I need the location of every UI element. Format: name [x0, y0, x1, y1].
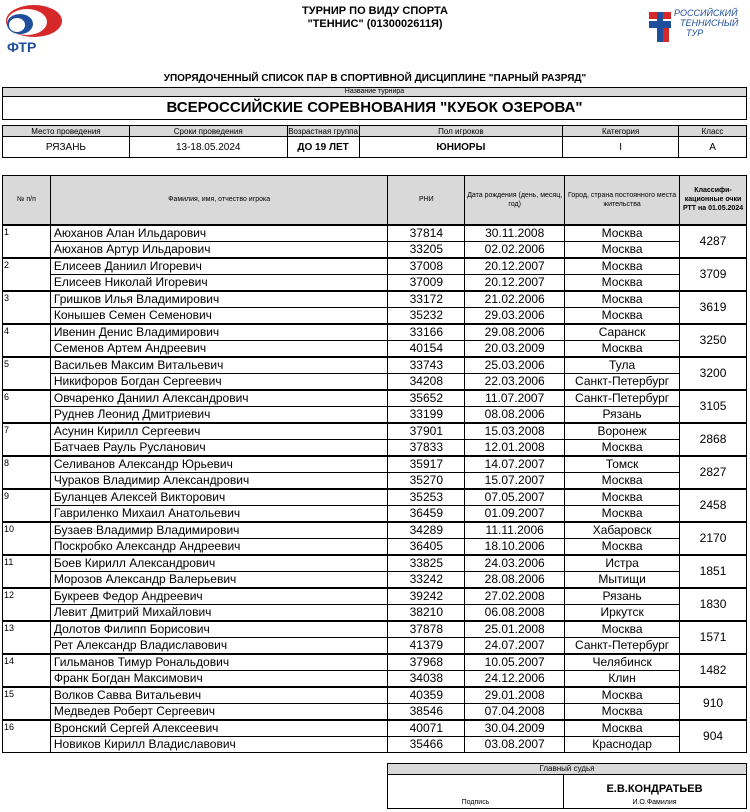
pair-points: 2827 — [680, 456, 747, 489]
pair-number: 6 — [3, 390, 51, 423]
table-row — [3, 604, 747, 621]
pair-points: 4287 — [680, 225, 747, 258]
player-name: Елисеев Николай Игоревич — [50, 274, 388, 291]
player-city: Москва — [565, 439, 680, 456]
player-name: Никифоров Богдан Сергеевич — [50, 373, 388, 390]
table-row — [3, 390, 747, 407]
list-title: УПОРЯДОЧЕННЫЙ СПИСОК ПАР В СПОРТИВНОЙ ДИСЦИПЛИНЕ "ПАРНЫЙ РАЗРЯД" — [163, 73, 587, 84]
player-dob: 06.08.2008 — [465, 604, 565, 621]
player-rni: 37968 — [388, 654, 465, 671]
referee-signature-cell — [388, 775, 564, 808]
player-city: Саранск — [565, 324, 680, 341]
player-dob: 24.12.2006 — [465, 670, 565, 687]
pair-points: 3619 — [680, 291, 747, 324]
player-dob: 30.04.2009 — [465, 720, 565, 737]
tournament-name-box — [2, 87, 747, 120]
player-city: Москва — [565, 225, 680, 242]
header-line-2: "ТЕННИС" (0130002611Я) — [307, 18, 443, 30]
table-row — [3, 291, 747, 308]
player-city: Иркутск — [565, 604, 680, 621]
player-dob: 08.08.2006 — [465, 406, 565, 423]
table-row — [3, 472, 747, 489]
pair-number: 4 — [3, 324, 51, 357]
pairs-body — [3, 225, 747, 753]
table-row — [3, 307, 747, 324]
player-name: Вронский Сергей Алексеевич — [50, 720, 388, 737]
pair-number: 9 — [3, 489, 51, 522]
table-row — [3, 274, 747, 291]
player-dob: 03.08.2007 — [465, 736, 565, 753]
header-dob: Дата рождения (день, месяц, год) — [465, 176, 565, 225]
player-rni: 40154 — [388, 340, 465, 357]
player-city: Москва — [565, 274, 680, 291]
player-name: Аюханов Алан Ильдарович — [50, 225, 388, 242]
table-row — [3, 406, 747, 423]
pair-number: 1 — [3, 225, 51, 258]
player-name: Морозов Александр Валерьевич — [50, 571, 388, 588]
player-city: Москва — [565, 340, 680, 357]
table-row — [3, 538, 747, 555]
player-name: Овчаренко Даниил Александрович — [50, 390, 388, 407]
pair-points: 3200 — [680, 357, 747, 390]
player-city: Краснодар — [565, 736, 680, 753]
player-city: Санкт-Петербург — [565, 390, 680, 407]
player-rni: 33205 — [388, 241, 465, 258]
player-name: Волков Савва Витальевич — [50, 687, 388, 704]
player-rni: 35652 — [388, 390, 465, 407]
player-city: Рязань — [565, 588, 680, 605]
rtt-logo-line-3: ТУР — [686, 28, 704, 38]
player-city: Москва — [565, 720, 680, 737]
header-city: Город, страна постоянного места жительства — [565, 176, 680, 225]
pair-points: 3250 — [680, 324, 747, 357]
table-row — [3, 555, 747, 572]
player-rni: 38210 — [388, 604, 465, 621]
table-row — [3, 703, 747, 720]
player-dob: 22.03.2006 — [465, 373, 565, 390]
tournament-info-table — [2, 125, 747, 158]
player-rni: 40071 — [388, 720, 465, 737]
pair-number: 15 — [3, 687, 51, 720]
player-dob: 20.03.2009 — [465, 340, 565, 357]
header-title — [200, 5, 550, 31]
player-name: Руднев Леонид Дмитриевич — [50, 406, 388, 423]
player-city: Томск — [565, 456, 680, 473]
player-dob: 20.12.2007 — [465, 274, 565, 291]
player-rni: 40359 — [388, 687, 465, 704]
pair-number: 2 — [3, 258, 51, 291]
table-row — [3, 522, 747, 539]
player-dob: 27.02.2008 — [465, 588, 565, 605]
player-dob: 11.07.2007 — [465, 390, 565, 407]
player-rni: 35917 — [388, 456, 465, 473]
referee-signature-caption: Подпись — [461, 799, 490, 806]
table-row — [3, 654, 747, 671]
player-city: Москва — [565, 538, 680, 555]
player-rni: 41379 — [388, 637, 465, 654]
player-name: Батчаев Рауль Русланович — [50, 439, 388, 456]
header-name: Фамилия, имя, отчество игрока — [50, 176, 388, 225]
pair-number: 14 — [3, 654, 51, 687]
player-rni: 37009 — [388, 274, 465, 291]
table-row — [3, 670, 747, 687]
player-rni: 37008 — [388, 258, 465, 275]
player-name: Букреев Федор Андреевич — [50, 588, 388, 605]
header-points: Классифи-кационные очки РТТ на 01.05.2024 — [680, 176, 747, 225]
player-city: Воронеж — [565, 423, 680, 440]
player-dob: 18.10.2006 — [465, 538, 565, 555]
player-rni: 35253 — [388, 489, 465, 506]
player-rni: 33172 — [388, 291, 465, 308]
table-row — [3, 258, 747, 275]
player-city: Москва — [565, 472, 680, 489]
player-name: Левит Дмитрий Михайлович — [50, 604, 388, 621]
player-city: Санкт-Петербург — [565, 373, 680, 390]
pair-number: 3 — [3, 291, 51, 324]
player-name: Поскробко Александр Андреевич — [50, 538, 388, 555]
pair-points: 3709 — [680, 258, 747, 291]
player-name: Рет Александр Владиславович — [50, 637, 388, 654]
table-row — [3, 357, 747, 374]
tournament-name: ВСЕРОССИЙСКИЕ СОРЕВНОВАНИЯ "КУБОК ОЗЕРОВА" — [166, 99, 583, 116]
player-dob: 29.01.2008 — [465, 687, 565, 704]
player-rni: 33743 — [388, 357, 465, 374]
player-dob: 15.07.2007 — [465, 472, 565, 489]
player-rni: 33825 — [388, 555, 465, 572]
player-city: Москва — [565, 687, 680, 704]
player-city: Москва — [565, 621, 680, 638]
player-name: Конышев Семен Семенович — [50, 307, 388, 324]
pair-points: 904 — [680, 720, 747, 753]
pair-points: 2170 — [680, 522, 747, 555]
player-rni: 37814 — [388, 225, 465, 242]
referee-label: Главный судья — [388, 764, 746, 775]
table-row — [3, 637, 747, 654]
player-rni: 34038 — [388, 670, 465, 687]
player-name: Гришков Илья Владимирович — [50, 291, 388, 308]
pair-points: 2868 — [680, 423, 747, 456]
player-rni: 33166 — [388, 324, 465, 341]
pair-number: 5 — [3, 357, 51, 390]
player-dob: 21.02.2006 — [465, 291, 565, 308]
player-dob: 20.12.2007 — [465, 258, 565, 275]
info-label-gender: Пол игроков — [359, 126, 563, 137]
table-row — [3, 571, 747, 588]
pair-points: 1482 — [680, 654, 747, 687]
table-row — [3, 505, 747, 522]
ftr-logo-text: ФТР — [7, 39, 37, 55]
player-rni: 37833 — [388, 439, 465, 456]
player-city: Хабаровск — [565, 522, 680, 539]
player-dob: 30.11.2008 — [465, 225, 565, 242]
player-rni: 35466 — [388, 736, 465, 753]
player-name: Васильев Максим Витальевич — [50, 357, 388, 374]
player-rni: 33199 — [388, 406, 465, 423]
player-name: Аюханов Артур Ильдарович — [50, 241, 388, 258]
player-name: Долотов Филипп Борисович — [50, 621, 388, 638]
player-name: Новиков Кирилл Владиславович — [50, 736, 388, 753]
info-age-group: ДО 19 ЛЕТ — [287, 137, 359, 158]
player-dob: 15.03.2008 — [465, 423, 565, 440]
referee-name-caption: И.О.Фамилия — [632, 799, 677, 806]
header-rni: РНИ — [388, 176, 465, 225]
player-rni: 33242 — [388, 571, 465, 588]
player-rni: 35270 — [388, 472, 465, 489]
player-rni: 36405 — [388, 538, 465, 555]
player-dob: 02.02.2006 — [465, 241, 565, 258]
player-dob: 28.08.2006 — [465, 571, 565, 588]
table-row — [3, 241, 747, 258]
pair-number: 16 — [3, 720, 51, 753]
table-row — [3, 489, 747, 506]
table-row — [3, 439, 747, 456]
info-label-class: Класс — [679, 126, 747, 137]
info-venue: РЯЗАНЬ — [3, 137, 130, 158]
table-row — [3, 456, 747, 473]
player-dob: 07.04.2008 — [465, 703, 565, 720]
pair-number: 13 — [3, 621, 51, 654]
player-dob: 10.05.2007 — [465, 654, 565, 671]
info-gender: ЮНИОРЫ — [359, 137, 563, 158]
player-name: Франк Богдан Максимович — [50, 670, 388, 687]
player-name: Гавриленко Михаил Анатольевич — [50, 505, 388, 522]
player-name: Ивенин Денис Владимирович — [50, 324, 388, 341]
player-city: Клин — [565, 670, 680, 687]
player-name: Асунин Кирилл Сергеевич — [50, 423, 388, 440]
player-name: Чураков Владимир Александрович — [50, 472, 388, 489]
pair-points: 3105 — [680, 390, 747, 423]
player-dob: 29.08.2006 — [465, 324, 565, 341]
pair-points: 910 — [680, 687, 747, 720]
header-line-1: ТУРНИР ПО ВИДУ СПОРТА — [302, 5, 448, 17]
referee-box — [387, 763, 747, 809]
player-dob: 25.03.2006 — [465, 357, 565, 374]
info-label-age-group: Возрастная группа — [288, 126, 358, 136]
table-row — [3, 736, 747, 753]
player-city: Тула — [565, 357, 680, 374]
player-dob: 24.07.2007 — [465, 637, 565, 654]
player-dob: 12.01.2008 — [465, 439, 565, 456]
info-category: I — [563, 137, 679, 158]
player-city: Москва — [565, 258, 680, 275]
player-rni: 36459 — [388, 505, 465, 522]
table-row — [3, 588, 747, 605]
table-row — [3, 621, 747, 638]
info-label-dates: Сроки проведения — [129, 126, 287, 137]
player-dob: 25.01.2008 — [465, 621, 565, 638]
info-class: А — [679, 137, 747, 158]
header-num: № п/п — [3, 176, 51, 225]
player-rni: 35232 — [388, 307, 465, 324]
table-row — [3, 687, 747, 704]
player-rni: 39242 — [388, 588, 465, 605]
player-dob: 01.09.2007 — [465, 505, 565, 522]
referee-name-cell — [564, 775, 745, 808]
pair-points: 2458 — [680, 489, 747, 522]
pair-number: 11 — [3, 555, 51, 588]
player-name: Елисеев Даниил Игоревич — [50, 258, 388, 275]
player-city: Москва — [565, 307, 680, 324]
pair-points: 1830 — [680, 588, 747, 621]
player-city: Москва — [565, 703, 680, 720]
pair-number: 8 — [3, 456, 51, 489]
rtt-logo-line-1: РОССИЙСКИЙ — [674, 8, 738, 18]
player-city: Челябинск — [565, 654, 680, 671]
player-dob: 07.05.2007 — [465, 489, 565, 506]
tournament-name-label: Название турнира — [3, 88, 746, 97]
player-rni: 38546 — [388, 703, 465, 720]
pair-points: 1571 — [680, 621, 747, 654]
pairs-table — [2, 175, 747, 753]
player-city: Москва — [565, 291, 680, 308]
player-city: Москва — [565, 241, 680, 258]
player-name: Семенов Артем Андреевич — [50, 340, 388, 357]
table-row — [3, 720, 747, 737]
info-dates: 13-18.05.2024 — [129, 137, 287, 158]
info-label-venue: Место проведения — [3, 126, 130, 137]
table-row — [3, 373, 747, 390]
player-dob: 11.11.2006 — [465, 522, 565, 539]
player-dob: 29.03.2006 — [465, 307, 565, 324]
player-city: Истра — [565, 555, 680, 572]
player-city: Санкт-Петербург — [565, 637, 680, 654]
pair-points: 1851 — [680, 555, 747, 588]
player-name: Селиванов Александр Юрьевич — [50, 456, 388, 473]
player-city: Москва — [565, 505, 680, 522]
table-row — [3, 423, 747, 440]
player-rni: 37901 — [388, 423, 465, 440]
player-name: Гильманов Тимур Рональдович — [50, 654, 388, 671]
table-row — [3, 225, 747, 242]
referee-name: Е.В.КОНДРАТЬЕВ — [606, 783, 703, 795]
player-name: Бузаев Владимир Владимирович — [50, 522, 388, 539]
player-city: Мытищи — [565, 571, 680, 588]
ftr-logo — [3, 4, 65, 56]
player-rni: 34289 — [388, 522, 465, 539]
player-dob: 24.03.2006 — [465, 555, 565, 572]
player-rni: 37878 — [388, 621, 465, 638]
pair-number: 10 — [3, 522, 51, 555]
pair-number: 12 — [3, 588, 51, 621]
player-city: Рязань — [565, 406, 680, 423]
player-city: Москва — [565, 489, 680, 506]
player-name: Медведев Роберт Сергеевич — [50, 703, 388, 720]
rtt-logo — [646, 4, 746, 48]
player-name: Буланцев Алексей Викторович — [50, 489, 388, 506]
table-row — [3, 340, 747, 357]
player-rni: 34208 — [388, 373, 465, 390]
info-label-category: Категория — [563, 126, 679, 137]
player-name: Боев Кирилл Александрович — [50, 555, 388, 572]
rtt-logo-line-2: ТЕННИСНЫЙ — [680, 18, 739, 28]
table-row — [3, 324, 747, 341]
player-dob: 14.07.2007 — [465, 456, 565, 473]
pair-number: 7 — [3, 423, 51, 456]
